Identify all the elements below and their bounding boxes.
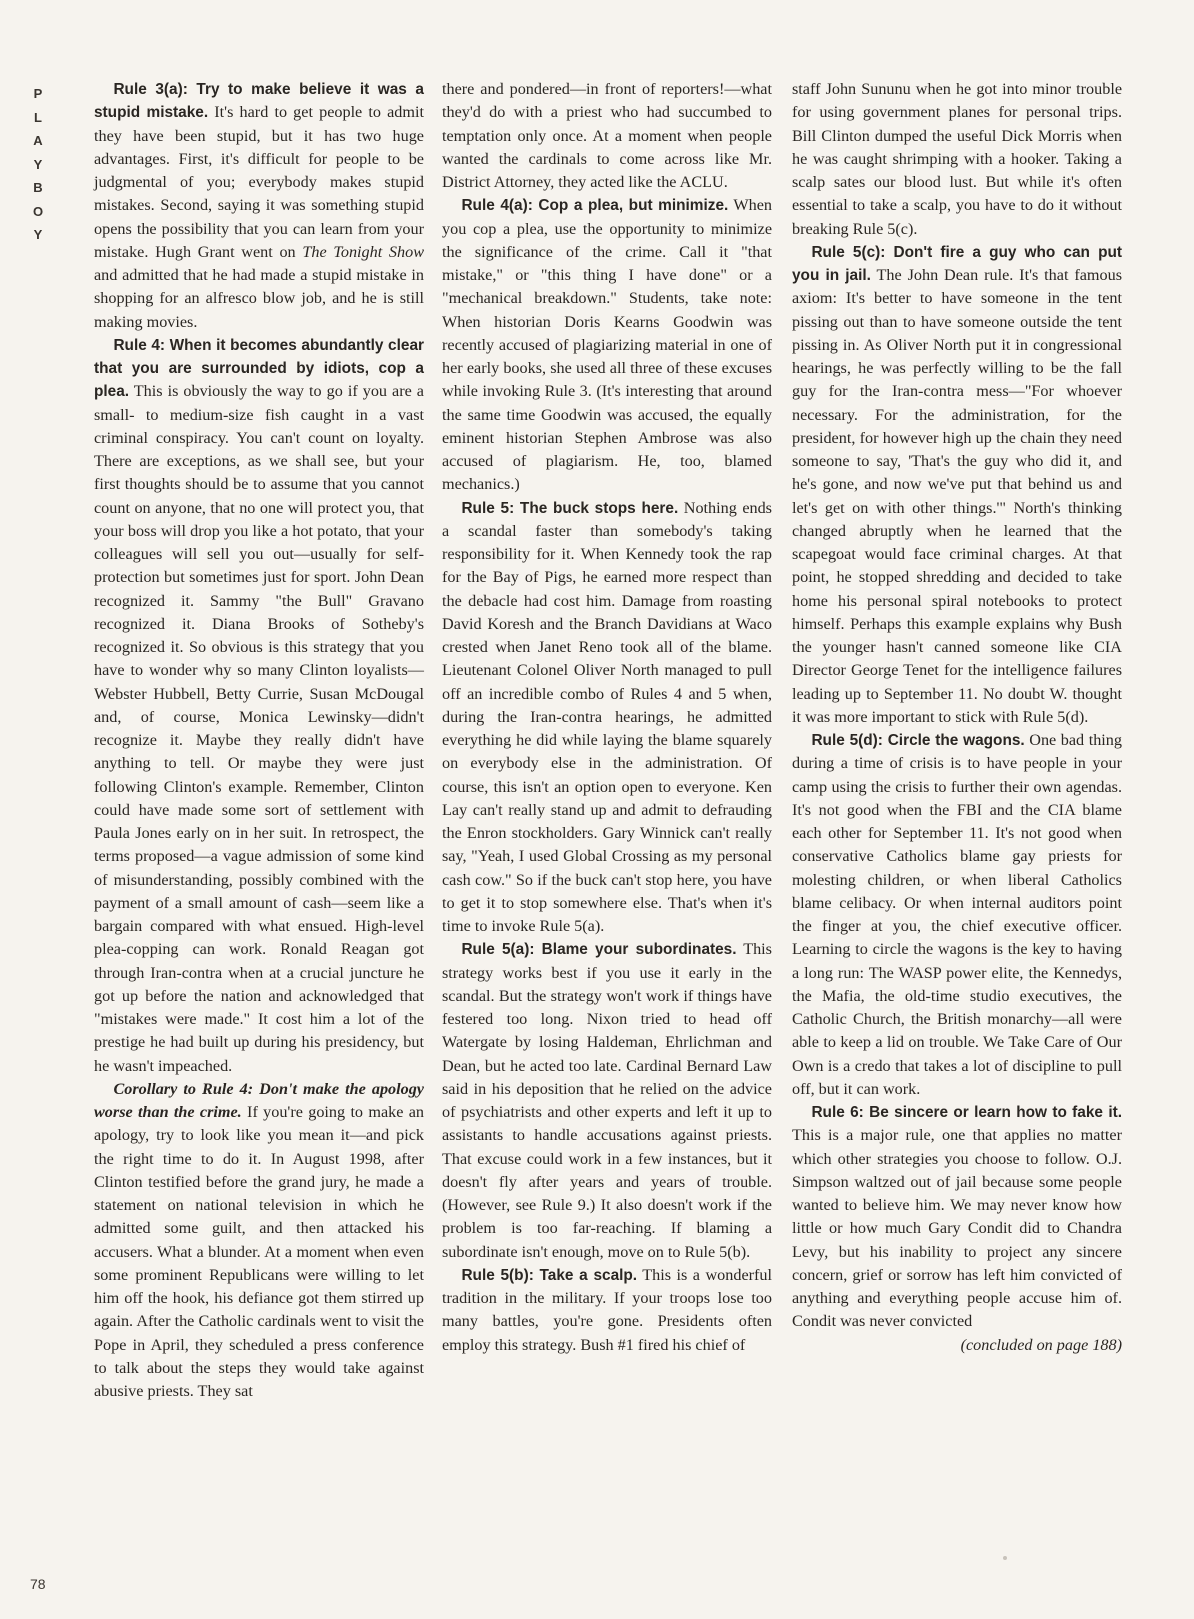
running-head-letter: L xyxy=(34,109,42,125)
paragraph-rule-6 xyxy=(792,1101,1122,1334)
paragraph-corollary-rule-4 xyxy=(94,1078,424,1404)
continued-line: (concluded on page 188) xyxy=(960,1335,1122,1354)
print-speck xyxy=(1003,1556,1007,1560)
running-head-letter: P xyxy=(33,86,43,101)
paragraph-continued xyxy=(792,78,1122,241)
rule-heading: Rule 3(a): Try to make believe it was a stupid mistake. xyxy=(94,81,424,122)
paragraph-text: This strategy works best if you use it early in the scandal. But the strategy won't work if things have festered too long. Nixon tried to head off Watergate by losing Haldeman, Ehrlichman and Dean, but he acted too late. Cardinal Bernard Law said in his deposition that he relied on the advice of psychiatrists and other experts and left it up to assistants to handle accusations against priests. That excuse could work in a few instances, but it doesn't fly after years and years of trouble. (However, see Rule 9.) It also doesn't work if the problem is too far-reaching. If blaming a subordinate isn't enough, move on to Rule 5(b). xyxy=(442,940,772,1261)
page-number: 78 xyxy=(30,1576,46,1592)
running-head-letter: Y xyxy=(33,227,43,242)
paragraph-rule-5d xyxy=(792,729,1122,1101)
paragraph-text: there and pondered—in front of reporters!—what they'd do with a priest who had succumbed to temptation only once. At a moment when people wanted the cardinals to come across like Mr. District Attorney, they acted like the ACLU. xyxy=(442,80,772,191)
paragraph-rule-4 xyxy=(94,334,424,1078)
paragraph-text: The John Dean rule. It's that famous axiom: It's better to have someone in the tent pissing out than to have someone outside the tent pissing in. As Oliver North put it in congressional hearings, he was perfectly willing to be the fall guy for the Iran-contra mess—"For whoever necessary. For the administration, for the president, for however high up the chain they need someone to say, 'That's the guy who did it, and he's gone, and now we've put that behind us and let's get on with other things.'" North's thinking changed abruptly when he learned that the scapegoat would face criminal charges. At that point, he stopped shredding and decided to take home his personal spiral notebooks to protect himself. Perhaps this example explains why Bush the younger hasn't canned someone like CIA Director George Tenet for the intelligence failures leading up to September 11. No doubt W. thought it was more important to stick with Rule 5(d). xyxy=(792,266,1122,726)
paragraph-text: It's hard to get people to admit they have been stupid, but it has two huge advantages. First, it's difficult for people to be judgmental of you; everybody makes stupid mistakes. Second, saying it was something stupid opens the possibility that you can learn from your mistake. Hugh Grant went on xyxy=(94,103,424,261)
rule-heading: Rule 4(a): Cop a plea, but minimize. xyxy=(461,197,729,215)
paragraph-text: One bad thing during a time of crisis is to have people in your camp using the crisis to further their own agendas. It's not good when the FBI and the CIA blame each other for September 11. It's not good when conservative Catholics blame gay priests for molesting children, or when liberal Catholics blame celibacy. Or when internal auditors point the finger at you, the chief executive officer. Learning to circle the wagons is the key to having a long run: The WASP power elite, the Kennedys, the Mafia, the old-time studio executives, the Catholic Church, the British monarchy—all were able to keep a lid on trouble. We Take Care of Our Own is a credo that takes a lot of discipline to pull off, but it can work. xyxy=(792,731,1122,1098)
column-2 xyxy=(442,78,772,1357)
rule-heading: Rule 5: The buck stops here. xyxy=(461,499,679,517)
paragraph-text: staff John Sununu when he got into minor trouble for using government planes for personal trips. Bill Clinton dumped the useful Dick Morris when he was caught shrimping with a hooker. Taking a scalp sates our blood lust. But while it's often essential to take a scalp, you have to do it without breaking Rule 5(c). xyxy=(792,80,1122,238)
rule-heading: Rule 5(b): Take a scalp. xyxy=(461,1266,638,1284)
paragraph-text: Nothing ends a scandal faster than somebody's taking responsibility for it. When Kennedy took the rap for the Bay of Pigs, he earned more respect than the debacle had cost him. Damage from roasting David Koresh and the Branch Davidians at Waco crested when Janet Reno took all of the blame. Lieutenant Colonel Oliver North managed to pull off an incredible combo of Rules 4 and 5 when, during the Iran-contra hearings, he admitted everything he did while laying the blame squarely on everybody else in the administration. Of course, this isn't an option open to everyone. Ken Lay can't really stand up and admit to defrauding the Enron stockholders. Gary Winnick can't really say, "Yeah, I used Global Crossing as my personal cash cow." So if the buck can't stop here, you have to get it to stop somewhere else. That's when it's time to invoke Rule 5(a). xyxy=(442,498,772,935)
paragraph-rule-4a xyxy=(442,194,772,496)
rule-heading: Rule 4: When it becomes abundantly clear that you are surrounded by idiots, cop a plea. xyxy=(94,336,424,401)
rule-heading: Rule 5(a): Blame your subordinates. xyxy=(461,941,737,959)
article-columns xyxy=(94,78,1152,1598)
running-head-letter: B xyxy=(33,180,43,195)
column-3 xyxy=(792,78,1122,1357)
paragraph-rule-5c xyxy=(792,241,1122,729)
running-head-letter: O xyxy=(32,203,44,219)
paragraph-rule-5b xyxy=(442,1264,772,1357)
running-head-letter: A xyxy=(33,133,43,148)
show-title: The Tonight Show xyxy=(302,242,424,261)
rule-heading: Rule 5(d): Circle the wagons. xyxy=(811,732,1025,749)
paragraph-rule-3a xyxy=(94,78,424,334)
rule-heading: Rule 6: Be sincere or learn how to fake it. xyxy=(811,1104,1122,1121)
rule-heading: Rule 5(c): Don't fire a guy who can put you in jail. xyxy=(792,243,1122,284)
paragraph-rule-5a xyxy=(442,938,772,1264)
running-head xyxy=(30,82,46,247)
paragraph-text: This is obviously the way to go if you are a small- to medium-size fish caught in a vast criminal conspiracy. You can't count on loyalty. There are exceptions, as we shall see, but your first thoughts should be to assume that you cannot count on anyone, that no one will protect you, that your boss will drop you like a hot potato, that your colleagues will sell you out—usually for self-protection but sometimes just for sport. John Dean recognized it. Sammy "the Bull" Gravano recognized it. Diana Brooks of Sotheby's recognized it. So obvious is this strategy that you have to wonder why so many Clinton loyalists—Webster Hubbell, Betty Currie, Susan McDougal and, of course, Monica Lewinsky—didn't recognize it. Maybe they really didn't have anything to tell. Or maybe they were just following Clinton's example. Remember, Clinton could have made some sort of settlement with Paula Jones early on in her suit. In retrospect, the terms proposed—a vague admission of some kind of misunderstanding, possibly combined with the payment of a small amount of cash—seem like a bargain compared with what ensued. High-level plea-copping can work. Ronald Reagan got through Iran-contra when at a crucial juncture he got up before the nation and acknowledged that "mistakes were made." It cost him a lot of the prestige he had built up during his presidency, but he wasn't impeached. xyxy=(94,382,424,1075)
running-head-letter: Y xyxy=(33,156,43,172)
paragraph-text: and admitted that he had made a stupid mistake in shopping for an alfresco blow job, and he is still making movies. xyxy=(94,266,424,331)
column-1 xyxy=(94,78,424,1403)
paragraph-text: This is a major rule, one that applies no matter which other strategies you choose to follow. O.J. Simpson waltzed out of jail because some people wanted to believe him. We may never know how little or how much Gary Condit did to Chandra Levy, but his inability to project any sincere concern, grief or sorrow has left him convicted of anything and everything people accuse him of. Condit was never convicted xyxy=(792,1126,1122,1331)
paragraph-continued xyxy=(442,78,772,194)
rule-heading: Corollary to Rule 4: Don't make the apology worse than the crime. xyxy=(94,1079,424,1121)
paragraph-text: If you're going to make an apology, try to look like you mean it—and pick the right time to do it. In August 1998, after Clinton testified before the grand jury, he made a statement on national television in which he admitted some guilt, and then attacked his accusers. What a blunder. At a moment when even some prominent Republicans were willing to let him off the hook, his defiance got them stirred up again. After the Catholic cardinals went to visit the Pope in April, they scheduled a press conference to talk about the steps they would take against abusive priests. They sat xyxy=(94,1103,425,1400)
paragraph-rule-5 xyxy=(442,497,772,939)
paragraph-text: This is a wonderful tradition in the military. If your troops lose too many battles, you're gone. Presidents often employ this strategy. Bush #1 fired his chief of xyxy=(442,1265,773,1354)
paragraph-text: When you cop a plea, use the opportunity to minimize the significance of the crime. Call it "that mistake," or "this thing I have done" or a "mechanical breakdown." Students, take note: When historian Doris Kearns Goodwin was recently accused of plagiarizing material in one of her early books, she used all three of these excuses while invoking Rule 3. (It's interesting that around the same time Goodwin was accused, the equally eminent historian Stephen Ambrose was also accused of plagiarism. He, too, blamed mechanics.) xyxy=(442,196,773,494)
